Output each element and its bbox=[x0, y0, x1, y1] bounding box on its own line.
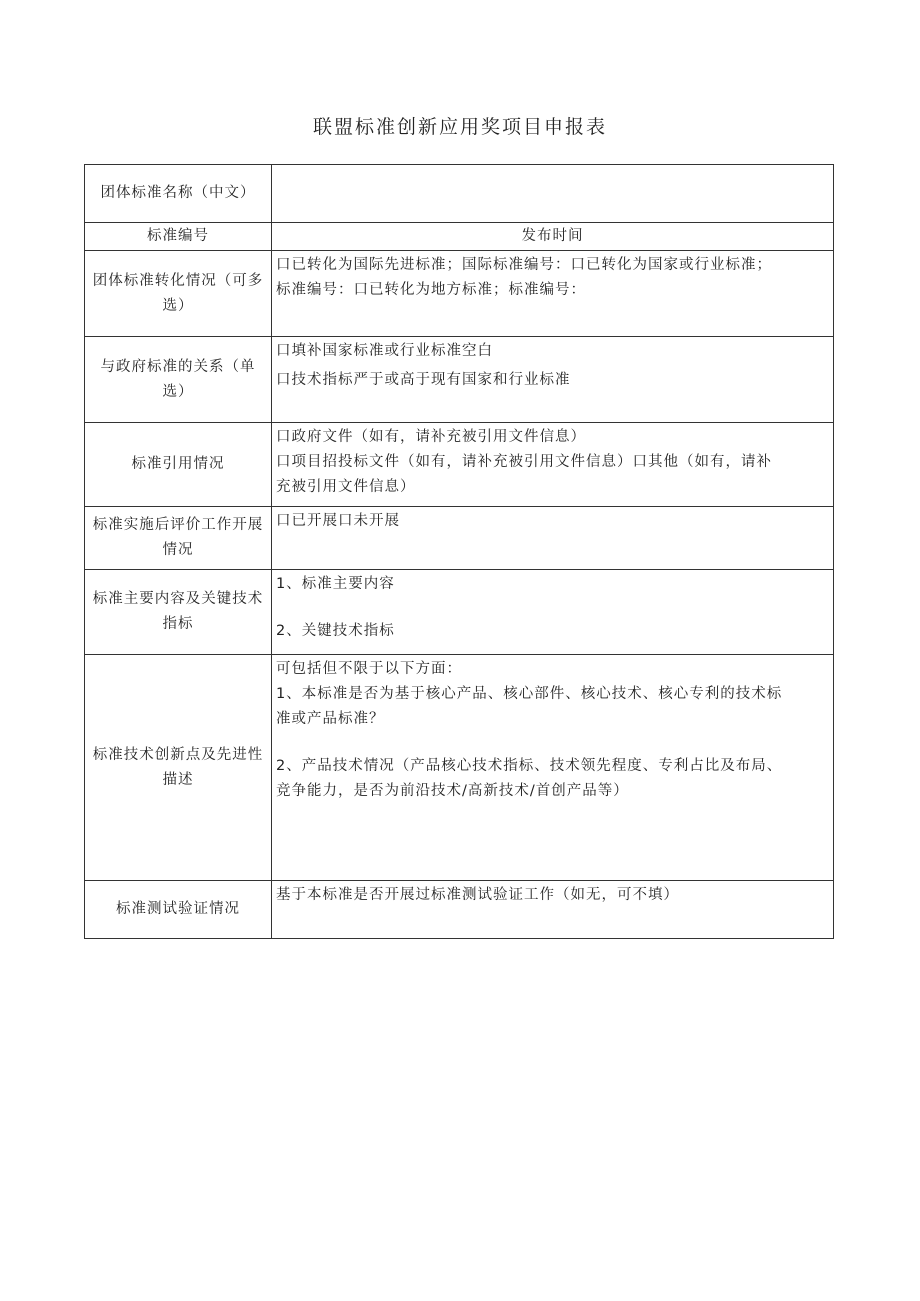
field-innovation[interactable] bbox=[272, 655, 834, 881]
relation-option-1[interactable]: 口填补国家标准或行业标准空白 bbox=[276, 343, 493, 359]
label-innovation: 标准技术创新点及先进性描述 bbox=[85, 655, 272, 881]
row-evaluation bbox=[85, 507, 834, 570]
row-standard-name bbox=[85, 165, 834, 223]
evaluation-options[interactable]: 口已开展口未开展 bbox=[276, 513, 400, 529]
label-testing: 标准测试验证情况 bbox=[85, 881, 272, 939]
main-content-item-1: 1、标准主要内容 bbox=[276, 576, 395, 592]
relation-option-2[interactable]: 口技术指标严于或高于现有国家和行业标准 bbox=[276, 372, 571, 388]
label-standard-name-cn: 团体标准名称（中文） bbox=[85, 165, 272, 223]
application-form-table bbox=[84, 164, 834, 939]
innovation-intro: 可包括但不限于以下方面： bbox=[276, 661, 462, 677]
innovation-item-1-line-1: 1、本标准是否为基于核心产品、核心部件、核心技术、核心专利的技术标 bbox=[276, 686, 783, 702]
conversion-line-2: 标准编号：口已转化为地方标准；标准编号： bbox=[276, 282, 586, 298]
label-standard-number: 标准编号 bbox=[85, 223, 272, 251]
main-content-item-2: 2、关键技术指标 bbox=[276, 623, 395, 639]
innovation-item-2-line-1: 2、产品技术情况（产品核心技术指标、技术领先程度、专利占比及布局、 bbox=[276, 758, 783, 774]
label-government-relation: 与政府标准的关系（单选） bbox=[85, 337, 272, 423]
citation-line-3: 充被引用文件信息） bbox=[276, 479, 416, 495]
innovation-item-1-line-2: 准或产品标准？ bbox=[276, 711, 385, 727]
row-testing bbox=[85, 881, 834, 939]
label-publish-date: 发布时间 bbox=[272, 223, 834, 251]
innovation-item-2-line-2: 竞争能力，是否为前沿技术/高新技术/首创产品等） bbox=[276, 783, 629, 799]
label-conversion: 团体标准转化情况（可多选） bbox=[85, 251, 272, 337]
field-citation[interactable] bbox=[272, 423, 834, 507]
row-conversion bbox=[85, 251, 834, 337]
label-citation: 标准引用情况 bbox=[85, 423, 272, 507]
field-standard-name-cn[interactable] bbox=[272, 165, 834, 223]
row-government-relation bbox=[85, 337, 834, 423]
field-evaluation[interactable] bbox=[272, 507, 834, 570]
page-title: 联盟标准创新应用奖项目申报表 bbox=[312, 116, 607, 138]
row-standard-number bbox=[85, 223, 834, 251]
field-main-content[interactable] bbox=[272, 570, 834, 655]
field-government-relation[interactable] bbox=[272, 337, 834, 423]
row-innovation bbox=[85, 655, 834, 881]
field-testing[interactable] bbox=[272, 881, 834, 939]
conversion-line-1: 口已转化为国际先进标准；国际标准编号：口已转化为国家或行业标准； bbox=[276, 257, 772, 273]
testing-description: 基于本标准是否开展过标准测试验证工作（如无，可不填） bbox=[276, 887, 679, 903]
citation-line-2: 口项目招投标文件（如有，请补充被引用文件信息）口其他（如有，请补 bbox=[276, 454, 772, 470]
row-citation bbox=[85, 423, 834, 507]
citation-line-1: 口政府文件（如有，请补充被引用文件信息） bbox=[276, 429, 586, 445]
label-evaluation: 标准实施后评价工作开展情况 bbox=[85, 507, 272, 570]
label-main-content: 标准主要内容及关键技术指标 bbox=[85, 570, 272, 655]
row-main-content bbox=[85, 570, 834, 655]
field-conversion[interactable] bbox=[272, 251, 834, 337]
